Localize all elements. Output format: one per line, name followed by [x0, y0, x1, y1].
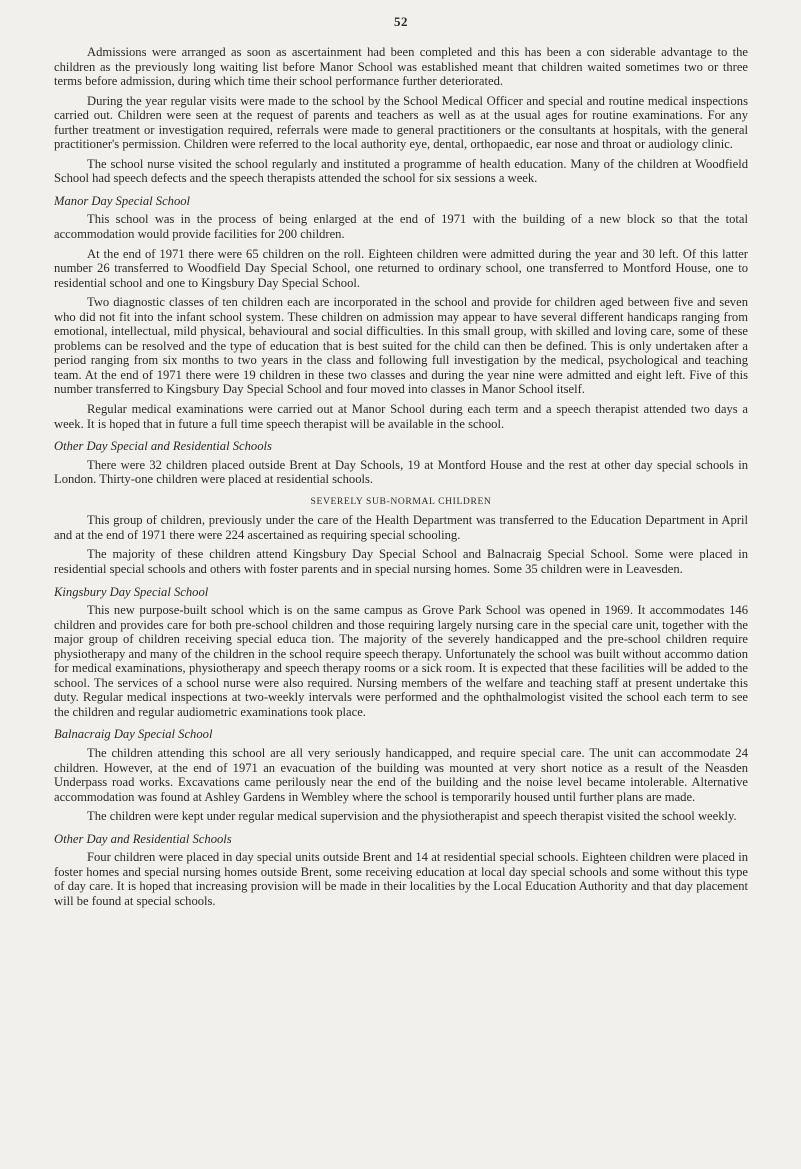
paragraph-majority-attend: The majority of these children attend Kingsbury Day Special School and Balnacraig Special School. Some were placed in residential special schools and others with foster parents and in special nursing homes. Some 35 children were in Leavesden. [54, 547, 748, 576]
paragraph-school-nurse: The school nurse visited the school regularly and instituted a programme of health education. Many of the children at Woodfield School had speech defects and the speech therapists attended the school for six sessions a week. [54, 156, 748, 186]
paragraph-balnacraig-supervision: The children were kept under regular medical supervision and the physiotherapist and speech therapist visited the school weekly. [87, 809, 737, 824]
section-heading-other-day-residential: Other Day Special and Residential Schools [54, 439, 272, 454]
paragraph-manor-enlarged: This school was in the process of being enlarged at the end of 1971 with the building of a new block so that the total accommodation would provide facilities for 200 children. [54, 212, 748, 242]
section-heading-manor: Manor Day Special School [54, 193, 191, 208]
section-heading-severely-subnormal: SEVERELY SUB-NORMAL CHILDREN [310, 495, 492, 507]
paragraph-admissions: Admissions were arranged as soon as ascertainment had been completed and this has been a con siderable advantage to the children as the previously long waiting list before Manor School was established meant that children waited sometimes two or three terms before admission, during which time their school performance further deteriorated. [54, 45, 748, 89]
section-heading-kingsbury: Kingsbury Day Special School [54, 584, 209, 599]
paragraph-medical-visits: During the year regular visits were made to the school by the School Medical Officer and special and routine medical inspections carried out. Children were seen at the request of parents and teachers as well as at the usual ages for routine examinations. For any further treatment or investigation required, referrals were made to general practitioners or the consultants at hospitals, with the general practitioner's permission. Children were referred to the local authority eye, dental, orthopaedic, ear nose and throat or audiology clinic. [54, 93, 748, 152]
section-heading-balnacraig: Balnacraig Day Special School [54, 727, 213, 742]
paragraph-kingsbury: This new purpose-built school which is on the same campus as Grove Park School was opened in 1969. It accommodates 146 children and provides care for both pre-school children and those requiring largely nursing care in the special care unit, together with the major group of children receiving special educa tion. The majority of the severely handicapped and the pre-school children require physiotherapy and many of the children in the school require speech therapy. Unfortunately the school was built without accommo dation for medical examinations, physiotherapy and speech therapy rooms or a sick room. It is expected that these facilities will be added to the school. The services of a school nurse were also required. Nursing members of the welfare and teaching staff at present undertake this duty. Regular medical inspections at two-weekly intervals were performed and the ophthalmologist visited the school each term to see the children and regular audiometric examinations took place. [54, 603, 748, 719]
page-number: 52 [394, 14, 408, 29]
paragraph-manor-roll: At the end of 1971 there were 65 children on the roll. Eighteen children were admitted during the year and 30 left. Of this latter number 26 transferred to Woodfield Day Special School, one returned to ordinary school, one transferred to Montford House, one to residential school and one to Kingsbury Day Special School. [54, 246, 748, 290]
paragraph-day-special-units: Four children were placed in day special units outside Brent and 14 at residential special schools. Eighteen children were placed in foster homes and special nursing homes outside Brent, some receiving education at local day special schools and some without this type of day care. It is hoped that increasing provision will be made in their localities by the Local Education Authority and that day placement will be found at special schools. [54, 850, 748, 908]
paragraph-health-department-transfer: This group of children, previously under the care of the Health Department was transferred to the Education Department in April and at the end of 1971 there were 224 ascertained as requiring special schooling. [54, 513, 748, 542]
paragraph-manor-examinations: Regular medical examinations were carried out at Manor School during each term and a speech therapist attended two days a week. It is hoped that in future a full time speech therapist will be available in the school. [54, 402, 748, 431]
section-heading-other-day-residential-2: Other Day and Residential Schools [54, 831, 232, 846]
paragraph-outside-brent: There were 32 children placed outside Brent at Day Schools, 19 at Montford House and the rest at other day special schools in London. Thirty-one children were placed at residential schools. [54, 457, 748, 487]
paragraph-balnacraig: The children attending this school are all very seriously handicapped, and require special care. The unit can accommodate 24 children. However, at the end of 1971 an evacuation of the building was mounted at very short notice as a result of the Neasden Underpass road works. Excavations came perilously near the end of the building and the noise level became intolerable. Alternative accommodation was found at Ashley Gardens in Wembley where the school is temporarily housed until further plans are made. [54, 745, 748, 804]
paragraph-diagnostic-classes: Two diagnostic classes of ten children each are incorporated in the school and provide for children aged between five and seven who did not fit into the infant school system. These children on admission may appear to have several different handicaps ranging from emotional, intellectual, mild physical, behavioural and social difficulties. In this small group, with skilled and loving care, some of these problems can be resolved and the type of education that is best suited for the child can then be defined. This is only undertaken after a period ranging from six months to two years in the class and following full investigation by the medical, psychological and teaching team. At the end of 1971 there were 19 children in these two classes and during the year nine were admitted and eight left. Five of this number transferred to Kingsbury Day Special School and four moved into classes in Manor School itself. [54, 295, 748, 397]
